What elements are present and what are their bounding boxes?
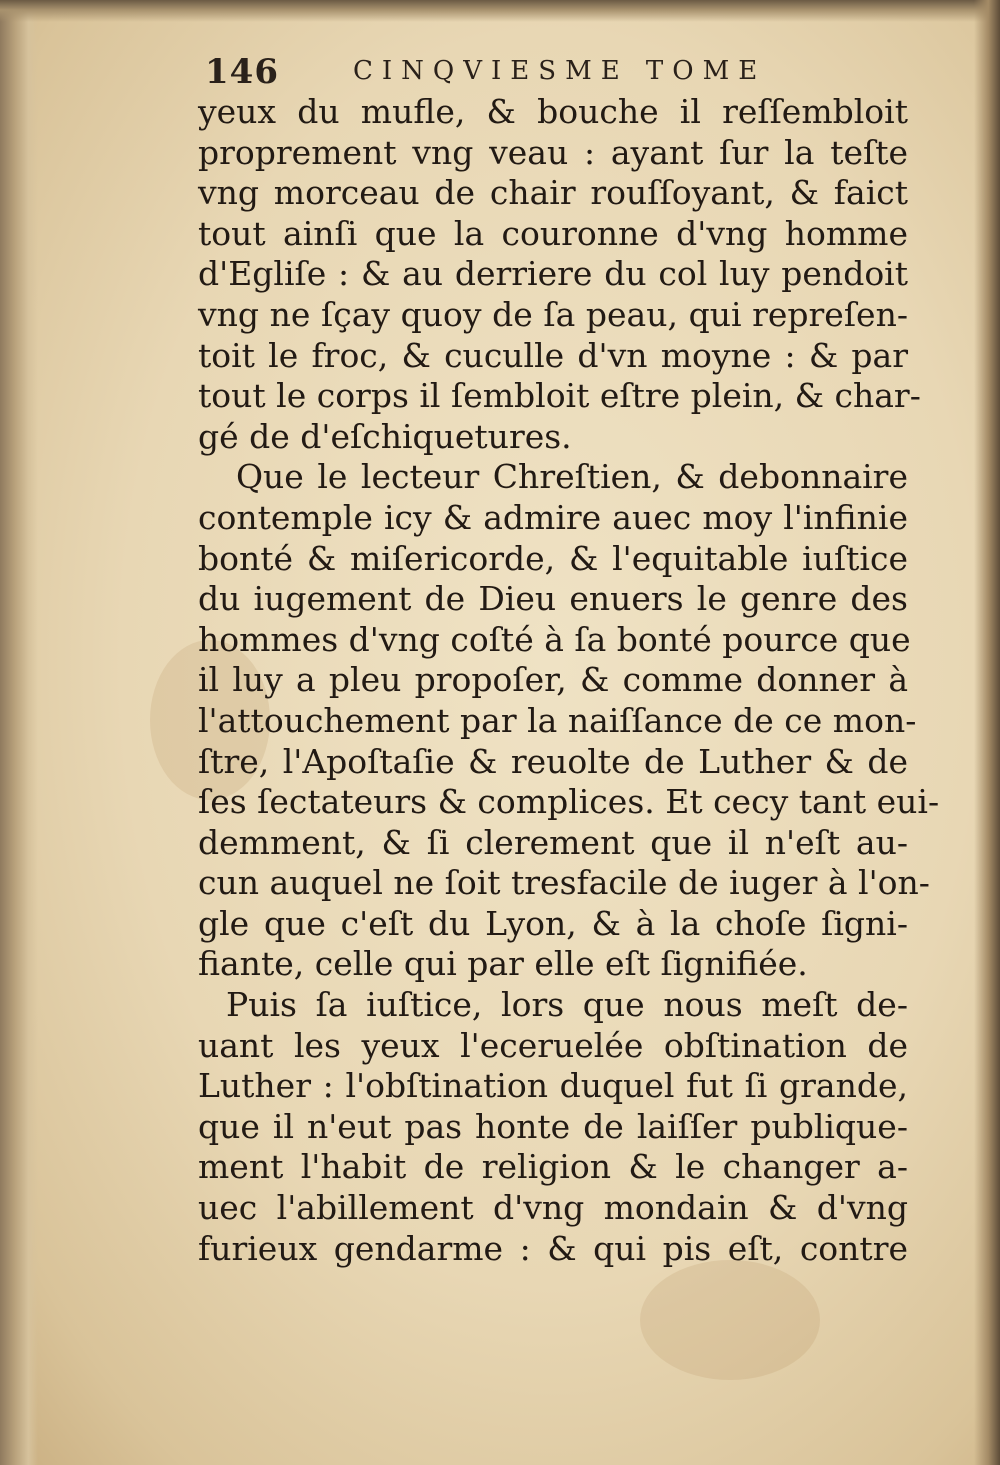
page-fore-edge: [974, 0, 1000, 1465]
page-number: 146: [205, 52, 279, 92]
text-line: vng morceau de chair rouſſoyant, & faict: [198, 173, 908, 213]
page-top-edge: [0, 0, 1000, 22]
text-line: du iugement de Dieu enuers le genre des: [198, 579, 908, 619]
text-line: demment, & ſi clerement que il n'eſt au-: [198, 822, 908, 862]
running-head: CINQVIESME TOME: [353, 56, 767, 86]
text-line: hommes d'vng coſté à ſa bonté pource que: [198, 619, 911, 659]
text-line: gé de d'eſchiquetures.: [198, 416, 572, 456]
text-line: vng ne ſçay quoy de ſa peau, qui repreſen-: [198, 294, 908, 334]
paper-stain: [640, 1260, 820, 1380]
text-line: Luther : l'obſtination duquel fut ſi grande,: [198, 1066, 908, 1106]
text-line: yeux du mufle, & bouche il reſſembloit: [198, 92, 908, 131]
text-line: d'Egliſe : & au derriere du col luy pendoit: [198, 254, 908, 294]
text-line: l'attouchement par la naiſſance de ce mon-: [198, 700, 917, 740]
text-line: contemple icy & admire auec moy l'infinie: [198, 497, 908, 537]
text-line: uec l'abillement d'vng mondain & d'vng: [198, 1188, 908, 1228]
text-line: toit le froc, & cuculle d'vn moyne : & par: [198, 335, 908, 375]
text-line: ment l'habit de religion & le changer a-: [198, 1147, 908, 1187]
page-header: [205, 52, 795, 92]
body-text: [198, 92, 940, 1269]
text-line: furieux gendarme : & qui pis eſt, contre: [198, 1228, 908, 1268]
text-line: tout le corps il ſembloit eſtre plein, & char-: [198, 376, 921, 416]
text-line: cun auquel ne ſoit tresfacile de iuger à l'on-: [198, 863, 930, 903]
paragraph-start-line: Que le lecteur Chreſtien, & debonnaire: [236, 457, 908, 497]
text-line: ſes ſectateurs & complices. Et cecy tant eui-: [198, 782, 940, 822]
text-line: fiante, celle qui par elle eſt ſignifiée.: [198, 944, 808, 984]
text-line: uant les yeux l'eceruelée obſtination de: [198, 1025, 908, 1065]
text-line: proprement vng veau : ayant ſur la teſte: [198, 132, 908, 172]
text-line: gle que c'eſt du Lyon, & à la choſe ſigni-: [198, 903, 908, 943]
page-gutter: [0, 0, 38, 1465]
text-line: que il n'eut pas honte de laiſſer publique-: [198, 1106, 908, 1146]
text-line: tout ainſi que la couronne d'vng homme: [198, 213, 908, 253]
text-line: bonté & miſericorde, & l'equitable iuſtice: [198, 538, 908, 578]
paragraph-start-line: Puis ſa iuſtice, lors que nous meſt de-: [226, 985, 908, 1025]
text-line: ſtre, l'Apoſtaſie & reuolte de Luther & de: [198, 741, 908, 781]
text-line: il luy a pleu propoſer, & comme donner à: [198, 660, 908, 700]
